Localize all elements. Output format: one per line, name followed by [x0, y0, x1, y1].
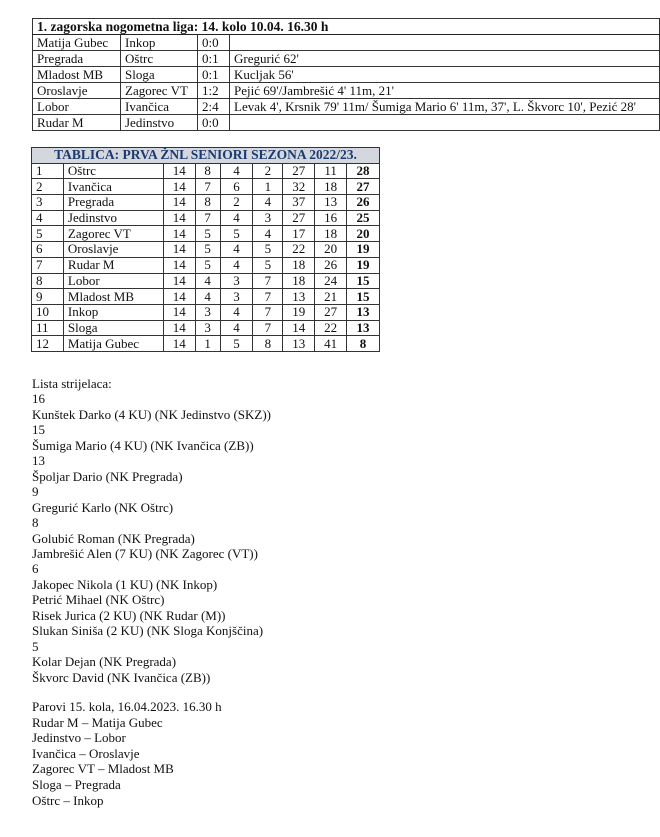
scorer-goal-count: 9: [32, 484, 39, 500]
standings-rank: 2: [32, 179, 64, 195]
scorer-name: Šumiga Mario (4 KU) (NK Ivančica (ZB)): [32, 437, 254, 453]
standings-row: [32, 336, 380, 352]
results-header-row: [33, 19, 660, 35]
standings-goals-for: 14: [283, 320, 315, 336]
standings-goals-against: 11: [315, 163, 347, 179]
standings-rank: 9: [32, 289, 64, 305]
scorer-goal-count: 8: [32, 515, 39, 531]
standings-losses: 7: [253, 320, 283, 336]
fixture-pair: Ivančica – Oroslavje: [32, 745, 140, 761]
match-score: 0:0: [198, 35, 230, 51]
standings-team: Zagorec VT: [63, 226, 163, 242]
match-scorers: Pejić 69'/Jambrešić 4' 11m, 21': [230, 83, 660, 99]
scorer-name: Jakopec Nikola (1 KU) (NK Inkop): [32, 576, 218, 592]
standings-points: 13: [347, 304, 380, 320]
standings-row: [32, 242, 380, 258]
match-score: 0:1: [198, 67, 230, 83]
standings-wins: 5: [195, 257, 220, 273]
standings-goals-against: 18: [315, 226, 347, 242]
standings-rank: 12: [32, 336, 64, 352]
standings-goals-for: 17: [283, 226, 315, 242]
fixture-pair: Rudar M – Matija Gubec: [32, 714, 163, 730]
scorer-goal-count: 16: [32, 391, 45, 407]
standings-goals-against: 18: [315, 179, 347, 195]
standings-losses: 4: [253, 226, 283, 242]
standings-team: Mladost MB: [63, 289, 163, 305]
scorer-goal-count: 15: [32, 422, 45, 438]
standings-losses: 7: [253, 289, 283, 305]
standings-goals-against: 13: [315, 195, 347, 211]
match-row: [33, 83, 660, 99]
standings-team: Matija Gubec: [63, 336, 163, 352]
standings-losses: 1: [253, 179, 283, 195]
standings-games-played: 14: [163, 304, 195, 320]
standings-points: 15: [347, 273, 380, 289]
match-score: 2:4: [198, 99, 230, 115]
standings-draws: 3: [220, 273, 253, 289]
standings-row: [32, 320, 380, 336]
standings-losses: 2: [253, 163, 283, 179]
standings-team: Oroslavje: [63, 242, 163, 258]
standings-team: Inkop: [63, 304, 163, 320]
standings-table: [31, 147, 380, 352]
scorer-name: Kolar Dejan (NK Pregrada): [32, 654, 177, 670]
standings-rank: 5: [32, 226, 64, 242]
standings-games-played: 14: [163, 336, 195, 352]
standings-points: 28: [347, 163, 380, 179]
standings-games-played: 14: [163, 163, 195, 179]
match-scorers: [230, 115, 660, 131]
standings-rank: 11: [32, 320, 64, 336]
standings-row: [32, 179, 380, 195]
fixture-pair: Jedinstvo – Lobor: [32, 730, 126, 746]
standings-losses: 3: [253, 210, 283, 226]
match-row: [33, 51, 660, 67]
standings-games-played: 14: [163, 242, 195, 258]
match-score: 0:1: [198, 51, 230, 67]
scorer-name: Škvorc David (NK Ivančica (ZB)): [32, 669, 211, 685]
standings-points: 19: [347, 257, 380, 273]
standings-points: 15: [347, 289, 380, 305]
scorer-goal-count: 5: [32, 638, 39, 654]
standings-goals-against: 16: [315, 210, 347, 226]
standings-games-played: 14: [163, 289, 195, 305]
standings-games-played: 14: [163, 273, 195, 289]
standings-row: [32, 257, 380, 273]
scorer-name: Špoljar Dario (NK Pregrada): [32, 468, 183, 484]
standings-points: 27: [347, 179, 380, 195]
match-row: [33, 99, 660, 115]
match-scorers: Kucljak 56': [230, 67, 660, 83]
scorer-name: Petrić Mihael (NK Oštrc): [32, 592, 165, 608]
standings-title-row: [32, 148, 380, 164]
standings-team: Pregrada: [63, 195, 163, 211]
match-row: [33, 115, 660, 131]
standings-goals-for: 13: [283, 336, 315, 352]
fixture-pair: Zagorec VT – Mladost MB: [32, 761, 174, 777]
standings-rank: 7: [32, 257, 64, 273]
standings-losses: 7: [253, 304, 283, 320]
standings-row: [32, 273, 380, 289]
match-home-team: Mladost MB: [33, 67, 121, 83]
standings-rank: 1: [32, 163, 64, 179]
standings-draws: 6: [220, 179, 253, 195]
match-away-team: Oštrc: [121, 51, 198, 67]
standings-draws: 4: [220, 242, 253, 258]
standings-losses: 8: [253, 336, 283, 352]
results-table: [32, 18, 660, 131]
standings-wins: 3: [195, 320, 220, 336]
standings-goals-for: 18: [283, 273, 315, 289]
standings-losses: 5: [253, 257, 283, 273]
scorer-goal-count: 6: [32, 561, 39, 577]
standings-rank: 8: [32, 273, 64, 289]
fixture-pair: Oštrc – Inkop: [32, 792, 104, 808]
standings-goals-for: 13: [283, 289, 315, 305]
standings-row: [32, 289, 380, 305]
standings-team: Ivančica: [63, 179, 163, 195]
standings-goals-against: 24: [315, 273, 347, 289]
standings-points: 19: [347, 242, 380, 258]
standings-draws: 4: [220, 257, 253, 273]
standings-goals-for: 22: [283, 242, 315, 258]
standings-points: 25: [347, 210, 380, 226]
match-row: [33, 35, 660, 51]
scorer-name: Golubić Roman (NK Pregrada): [32, 530, 195, 546]
scorer-name: Kunštek Darko (4 KU) (NK Jedinstvo (SKZ)): [32, 406, 272, 422]
match-away-team: Sloga: [121, 67, 198, 83]
standings-goals-for: 18: [283, 257, 315, 273]
standings-points: 26: [347, 195, 380, 211]
standings-goals-against: 20: [315, 242, 347, 258]
standings-losses: 4: [253, 195, 283, 211]
standings-points: 13: [347, 320, 380, 336]
match-home-team: Rudar M: [33, 115, 121, 131]
standings-points: 20: [347, 226, 380, 242]
standings-games-played: 14: [163, 210, 195, 226]
results-title: 1. zagorska nogometna liga: 14. kolo 10.04. 16.30 h: [33, 19, 660, 35]
standings-team: Oštrc: [63, 163, 163, 179]
standings-draws: 5: [220, 336, 253, 352]
standings-goals-for: 32: [283, 179, 315, 195]
standings-row: [32, 195, 380, 211]
standings-games-played: 14: [163, 226, 195, 242]
standings-wins: 4: [195, 289, 220, 305]
match-home-team: Matija Gubec: [33, 35, 121, 51]
standings-goals-for: 19: [283, 304, 315, 320]
match-home-team: Oroslavje: [33, 83, 121, 99]
match-score: 1:2: [198, 83, 230, 99]
standings-losses: 5: [253, 242, 283, 258]
match-scorers: Gregurić 62': [230, 51, 660, 67]
scorer-name: Slukan Siniša (2 KU) (NK Sloga Konjščina): [32, 623, 264, 639]
standings-goals-against: 26: [315, 257, 347, 273]
standings-row: [32, 226, 380, 242]
scorer-name: Jambrešić Alen (7 KU) (NK Zagorec (VT)): [32, 545, 258, 561]
standings-goals-for: 27: [283, 163, 315, 179]
standings-games-played: 14: [163, 179, 195, 195]
match-score: 0:0: [198, 115, 230, 131]
standings-wins: 5: [195, 242, 220, 258]
match-away-team: Zagorec VT: [121, 83, 198, 99]
standings-wins: 7: [195, 179, 220, 195]
standings-games-played: 14: [163, 320, 195, 336]
match-away-team: Inkop: [121, 35, 198, 51]
fixtures-title: Parovi 15. kola, 16.04.2023. 16.30 h: [32, 699, 222, 714]
match-home-team: Pregrada: [33, 51, 121, 67]
scorer-name: Gregurić Karlo (NK Oštrc): [32, 499, 174, 515]
standings-team: Rudar M: [63, 257, 163, 273]
standings-draws: 3: [220, 289, 253, 305]
standings-row: [32, 304, 380, 320]
standings-title: TABLICA: PRVA ŽNL SENIORI SEZONA 2022/23.: [32, 148, 380, 164]
standings-goals-for: 27: [283, 210, 315, 226]
standings-draws: 2: [220, 195, 253, 211]
standings-row: [32, 163, 380, 179]
standings-games-played: 14: [163, 257, 195, 273]
fixture-pair: Sloga – Pregrada: [32, 776, 121, 792]
standings-draws: 4: [220, 210, 253, 226]
standings-wins: 5: [195, 226, 220, 242]
standings-draws: 4: [220, 320, 253, 336]
standings-games-played: 14: [163, 195, 195, 211]
standings-draws: 4: [220, 304, 253, 320]
standings-rank: 10: [32, 304, 64, 320]
scorers-title: Lista strijelaca:: [32, 376, 112, 391]
standings-points: 8: [347, 336, 380, 352]
match-scorers: Levak 4', Krsnik 79' 11m/ Šumiga Mario 6' 11m, 37', L. Škvorc 10', Pezić 28': [230, 99, 660, 115]
scorer-name: Risek Jurica (2 KU) (NK Rudar (M)): [32, 607, 226, 623]
standings-wins: 1: [195, 336, 220, 352]
standings-row: [32, 210, 380, 226]
standings-wins: 3: [195, 304, 220, 320]
standings-rank: 3: [32, 195, 64, 211]
match-scorers: [230, 35, 660, 51]
standings-wins: 4: [195, 273, 220, 289]
fixtures-list: [32, 699, 222, 808]
standings-rank: 4: [32, 210, 64, 226]
standings-rank: 6: [32, 242, 64, 258]
match-row: [33, 67, 660, 83]
standings-goals-against: 22: [315, 320, 347, 336]
standings-goals-against: 21: [315, 289, 347, 305]
scorers-list: [32, 376, 271, 685]
match-home-team: Lobor: [33, 99, 121, 115]
scorer-goal-count: 13: [32, 453, 45, 469]
standings-draws: 4: [220, 163, 253, 179]
standings-team: Jedinstvo: [63, 210, 163, 226]
match-away-team: Jedinstvo: [121, 115, 198, 131]
standings-draws: 5: [220, 226, 253, 242]
standings-goals-against: 41: [315, 336, 347, 352]
standings-wins: 7: [195, 210, 220, 226]
standings-goals-against: 27: [315, 304, 347, 320]
standings-team: Sloga: [63, 320, 163, 336]
standings-wins: 8: [195, 163, 220, 179]
standings-losses: 7: [253, 273, 283, 289]
match-away-team: Ivančica: [121, 99, 198, 115]
standings-wins: 8: [195, 195, 220, 211]
standings-goals-for: 37: [283, 195, 315, 211]
standings-team: Lobor: [63, 273, 163, 289]
